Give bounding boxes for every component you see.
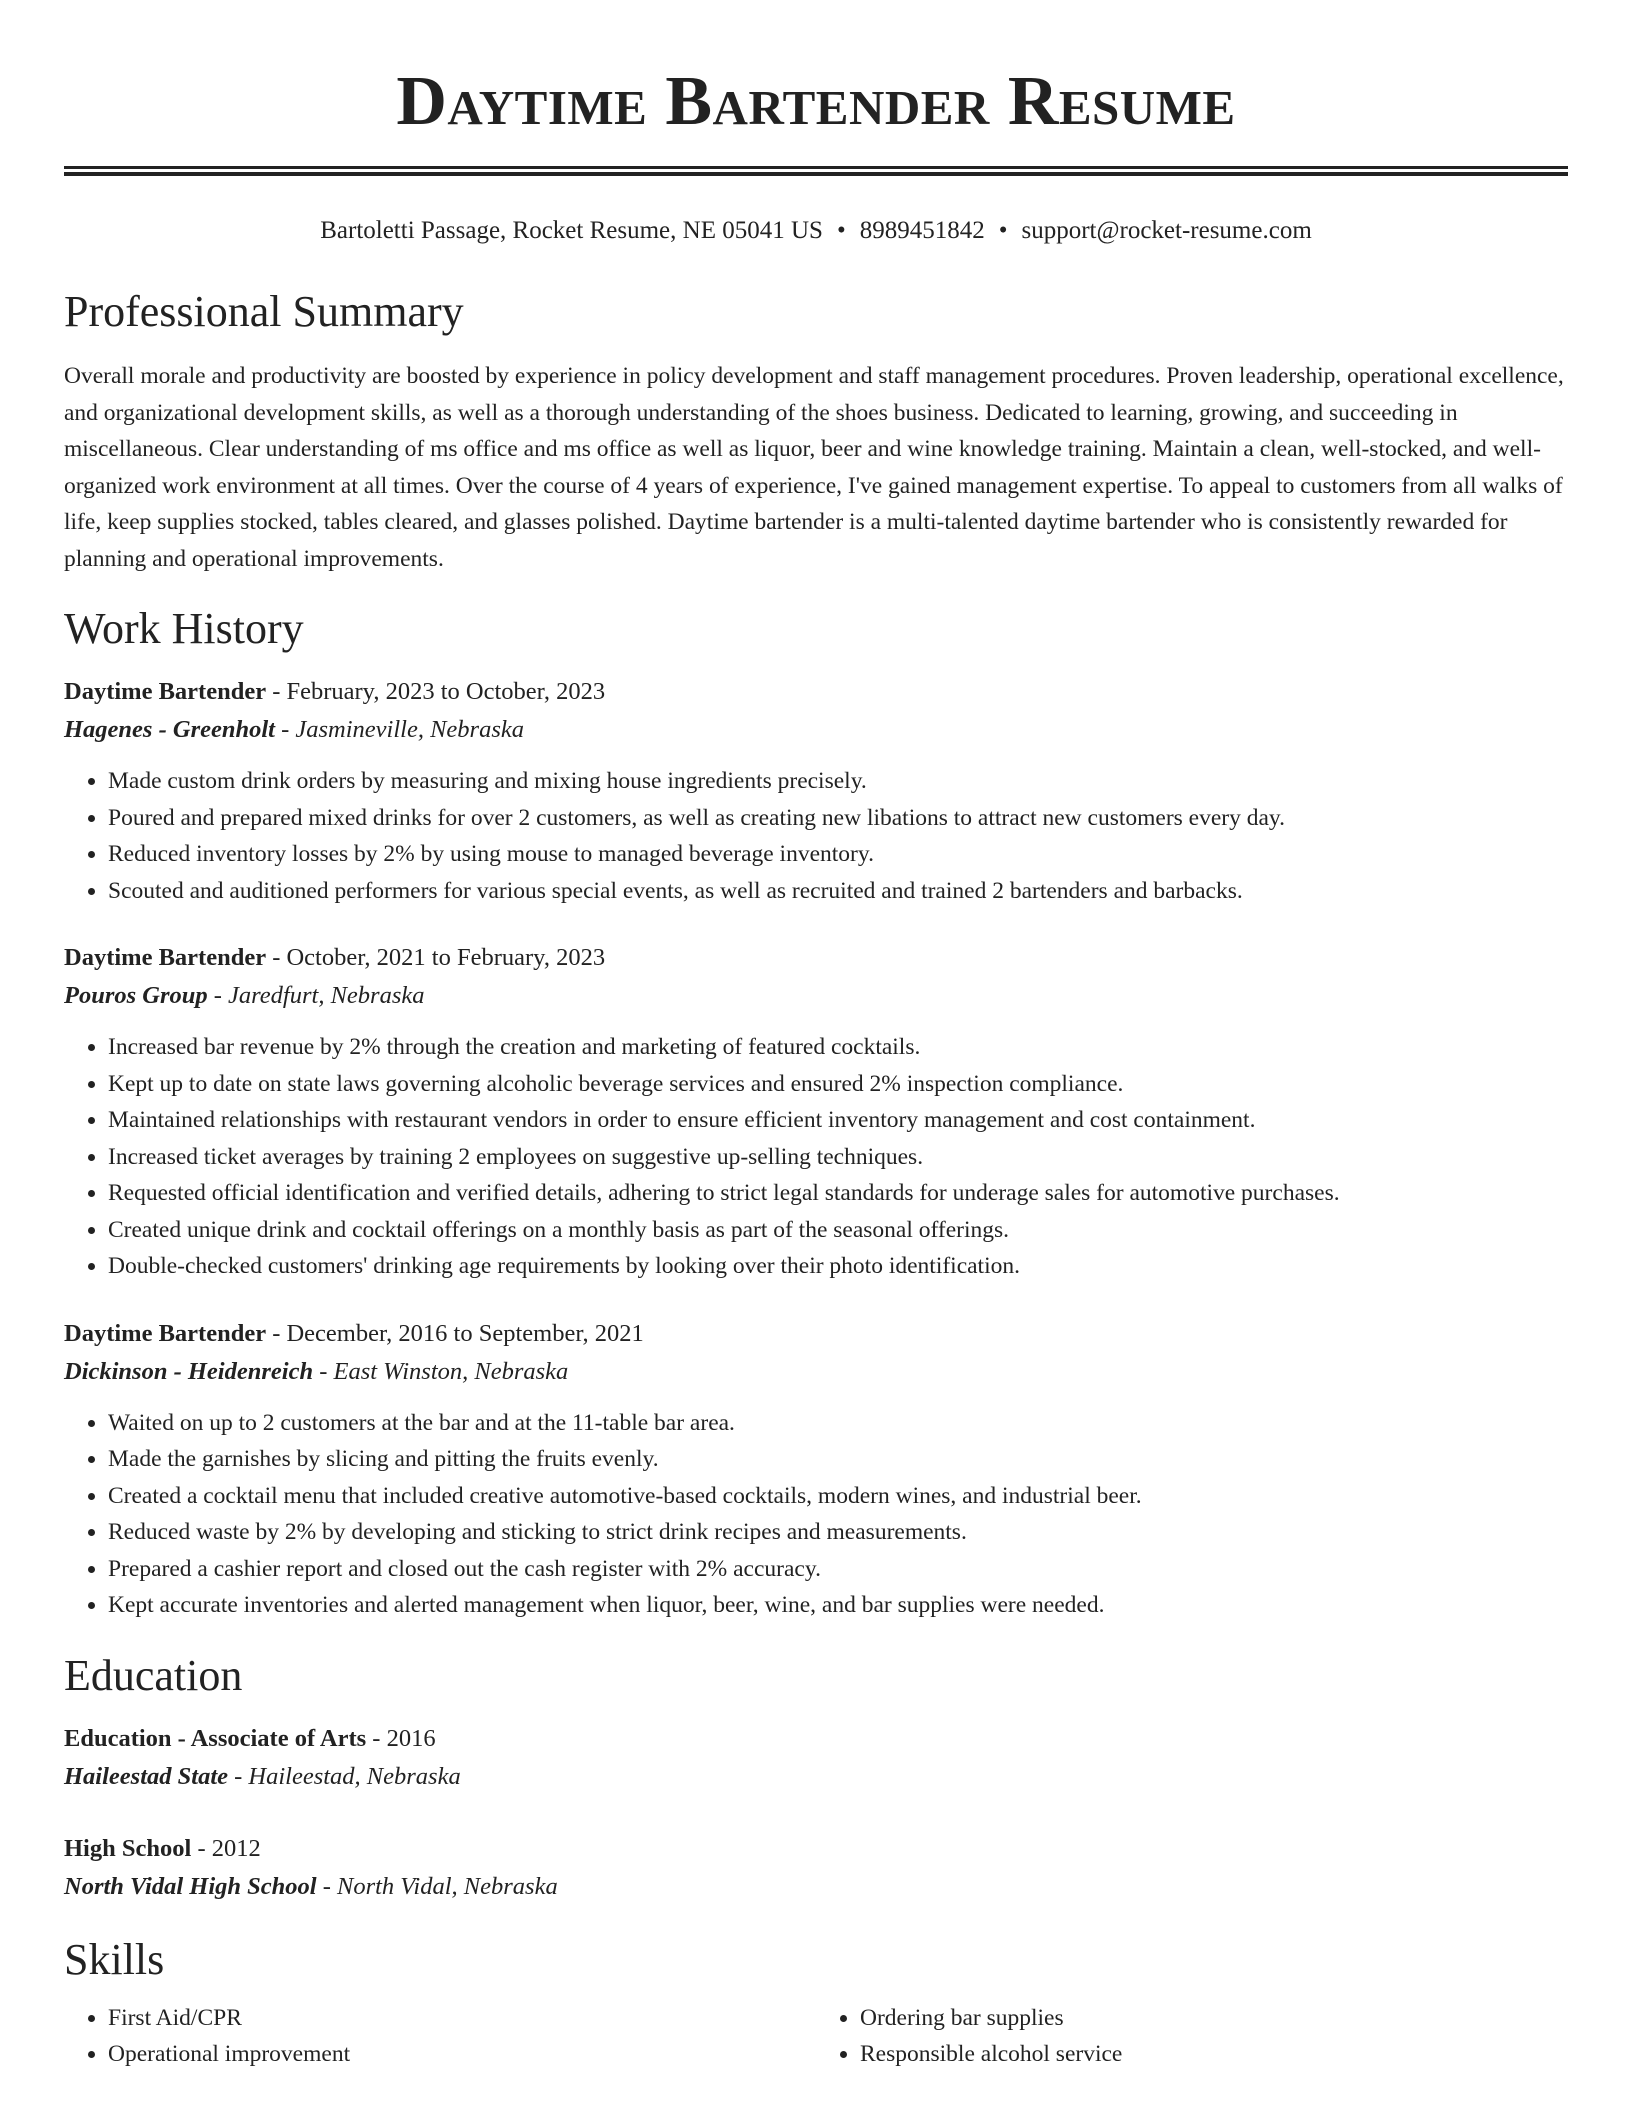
job-company: Dickinson - Heidenreich (64, 1357, 314, 1385)
job-bullets (64, 1405, 1568, 1624)
education-heading: Education (64, 1650, 243, 1700)
education-degree-line (64, 1720, 1568, 1758)
list-item: • Created a cocktail menu that included creative automotive-based cocktails, modern wines, and industrial beer. (108, 1478, 1568, 1515)
education-entry (64, 1720, 1568, 1796)
summary-text: Overall morale and productivity are boosted by experience in policy development and staff management procedures. Proven leadership, operational excellence, and organizational development skills, as well as a thorough understanding of the shoes business. Dedicated to learning, growing, and succeeding in miscellaneous. Clear understanding of ms office and ms office as well as liquor, beer and wine knowledge training. Maintain a clean, well-stocked, and well-organized work environment at all times. Over the course of 4 years of experience, I've gained management expertise. To appeal to customers from all walks of life, keep supplies stocked, tables cleared, and glasses polished. Daytime bartender is a multi-talented daytime bartender who is consistently rewarded for planning and operational improvements. (64, 363, 1564, 572)
job-dates: - December, 2016 to September, 2021 (266, 1319, 644, 1347)
education-school-line (64, 1868, 1568, 1906)
list-item: • Increased bar revenue by 2% through the creation and marketing of featured cocktails. (108, 1029, 1568, 1066)
job-company-line (64, 1353, 1568, 1391)
skills-column-left (64, 2000, 816, 2073)
job-role: Daytime Bartender (64, 678, 267, 705)
list-item: • Scouted and auditioned performers for various special events, as well as recruited and trained 2 bartenders and barbacks. (108, 873, 1568, 910)
contact-line (64, 214, 1568, 248)
list-item: • Requested official identification and verified details, adhering to strict legal standards for underage sales for automotive purchases. (108, 1175, 1568, 1212)
job-title-line (64, 939, 1568, 977)
job-bullets (64, 1029, 1568, 1285)
job-bullets (64, 763, 1568, 909)
contact-email: support@rocket-resume.com (1021, 217, 1312, 244)
skill-item: • Responsible alcohol service (860, 2036, 1568, 2073)
job-company-line (64, 977, 1568, 1015)
contact-separator: • (998, 217, 1008, 244)
education-location: - North Vidal, Nebraska (316, 1872, 558, 1900)
list-item: • Created unique drink and cocktail offerings on a monthly basis as part of the seasonal offerings. (108, 1212, 1568, 1249)
summary-heading: Professional Summary (64, 287, 464, 336)
skills-column-right (816, 2000, 1568, 2073)
job-location: - Jaredfurt, Nebraska (207, 982, 425, 1009)
work-history-heading: Work History (64, 604, 304, 653)
job-entry (64, 673, 1568, 909)
education-school: Haileestad State (64, 1762, 228, 1790)
job-company-line (64, 711, 1568, 749)
list-item: • Prepared a cashier report and closed out the cash register with 2% accuracy. (108, 1551, 1568, 1588)
job-location: - Jasmineville, Nebraska (274, 716, 524, 743)
list-item: • Reduced inventory losses by 2% by using mouse to managed beverage inventory. (108, 836, 1568, 873)
list-item: • Made custom drink orders by measuring and mixing house ingredients precisely. (108, 763, 1568, 800)
list-item: • Maintained relationships with restaurant vendors in order to ensure efficient inventory management and cost containment. (108, 1102, 1568, 1139)
education-year: - 2016 (366, 1724, 436, 1752)
contact-separator: • (836, 217, 846, 244)
education-year: - 2012 (191, 1834, 261, 1862)
job-location: - East Winston, Nebraska (313, 1357, 569, 1385)
job-role: Daytime Bartender (64, 1319, 267, 1347)
skill-item: • First Aid/CPR (108, 2000, 816, 2037)
skill-item: • Operational improvement (108, 2036, 816, 2073)
skills-heading: Skills (64, 1934, 165, 1984)
skill-item: • Ordering bar supplies (860, 2000, 1568, 2037)
title-double-rule (64, 166, 1568, 176)
list-item: • Increased ticket averages by training 2 employees on suggestive up-selling techniques. (108, 1139, 1568, 1176)
contact-address: Bartoletti Passage, Rocket Resume, NE 05041 US (320, 217, 823, 244)
job-title-line (64, 1315, 1568, 1353)
job-company: Hagenes - Greenholt (64, 716, 275, 743)
education-school: North Vidal High School (64, 1872, 317, 1900)
education-school-line (64, 1758, 1568, 1796)
job-dates: - February, 2023 to October, 2023 (266, 678, 606, 705)
job-role: Daytime Bartender (64, 944, 267, 971)
education-entry (64, 1830, 1568, 1906)
education-degree: Education - Associate of Arts (64, 1724, 367, 1752)
list-item: • Poured and prepared mixed drinks for over 2 customers, as well as creating new libations to attract new customers every day. (108, 800, 1568, 837)
list-item: • Double-checked customers' drinking age requirements by looking over their photo identification. (108, 1248, 1568, 1285)
job-title-line (64, 673, 1568, 711)
education-degree-line (64, 1830, 1568, 1868)
list-item: • Made the garnishes by slicing and pitting the fruits evenly. (108, 1441, 1568, 1478)
list-item: • Reduced waste by 2% by developing and sticking to strict drink recipes and measurements. (108, 1514, 1568, 1551)
contact-phone: 8989451842 (859, 217, 985, 244)
job-company: Pouros Group (64, 982, 208, 1009)
education-degree: High School (64, 1834, 192, 1862)
list-item: • Kept up to date on state laws governing alcoholic beverage services and ensured 2% inspection compliance. (108, 1066, 1568, 1103)
list-item: • Kept accurate inventories and alerted management when liquor, beer, wine, and bar supplies were needed. (108, 1587, 1568, 1624)
list-item: • Waited on up to 2 customers at the bar and at the 11-table bar area. (108, 1405, 1568, 1442)
job-entry (64, 1315, 1568, 1624)
job-entry (64, 939, 1568, 1285)
skills-list (64, 2000, 1568, 2073)
job-dates: - October, 2021 to February, 2023 (266, 944, 606, 971)
education-location: - Haileestad, Nebraska (228, 1762, 461, 1790)
resume-title: Daytime Bartender Resume (396, 63, 1236, 140)
